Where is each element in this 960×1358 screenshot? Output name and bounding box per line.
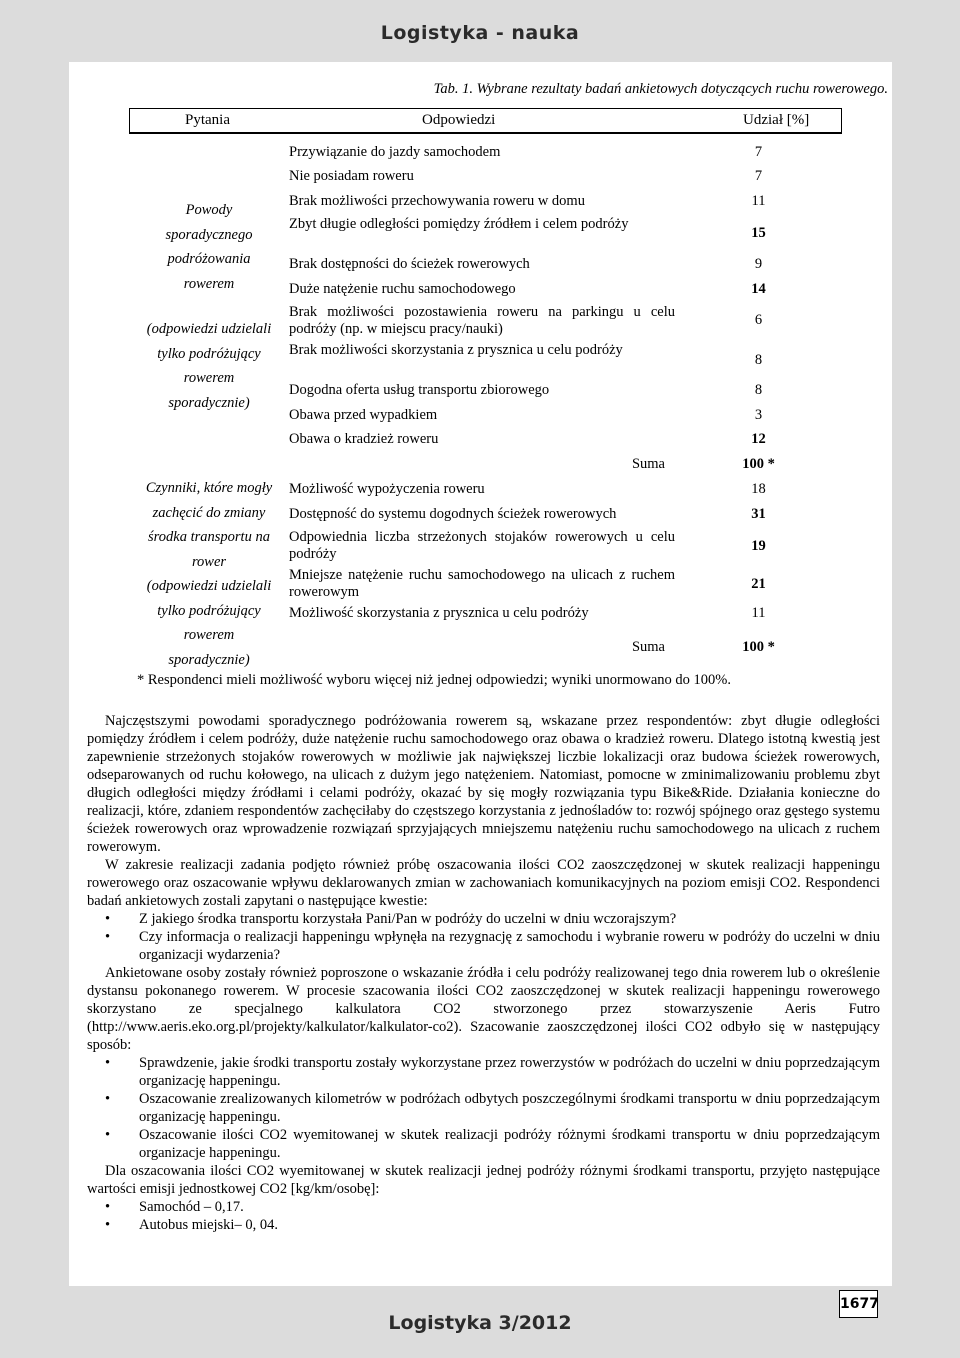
row-value: 11	[751, 605, 766, 621]
paragraph: Najczęstszymi powodami sporadycznego podróżowania rowerem są, wskazane przez respondentów: zbyt długie odległości pomiędzy źródłem i celem podróży, duże natężenie ruchu samochodowego oraz obawa o kradzież roweru. Dlatego istotną kwestią jest zapewnienie strzeżonych stojaków rowerowych w możliwie jak największej liczbie lokalizacji oraz budowa ścieżek rowerowych, odseparowanych od ruchu kołowego, na ulicach z dużym jego natężeniem. Natomiast, pomocne w zminimalizowaniu problemu zbyt długich odległości między źródłami i celami podróży, okazać by się mogły rozwiązania typu Bike&Ride. Działania konieczne do realizacji, które, zdaniem respondentów zachęciłaby do częstszego korzystania z jednośladów to: rozwój spójnego oraz gęstego systemu ścieżek rowerowych oraz wprowadzenie rozwiązań sprzyjających mniejszemu natężeniu ruchu samochodowego na ulicach z ruchem rowerowym.	[87, 713, 880, 855]
bullet-icon: •	[105, 1217, 111, 1233]
body-text	[87, 712, 880, 1234]
sum-value: 100 *	[742, 639, 775, 655]
row-label: Brak możliwości pozostawienia roweru na parkingu u celu podróży (np. w miejscu pracy/nauki)	[289, 304, 675, 337]
row-label: Obawa przed wypadkiem	[289, 407, 438, 423]
list-item	[87, 928, 880, 964]
row-value: 9	[754, 256, 763, 272]
list-item	[87, 1198, 880, 1216]
bullet-icon: •	[105, 1127, 111, 1143]
paragraph: Dla oszacowania ilości CO2 wyemitowanej w skutek realizacji jednej podróży różnymi środkami transportu, przyjęto następujące wartości emisji jednostkowej CO2 [kg/km/osobę]:	[87, 1163, 880, 1197]
row-value: 19	[751, 538, 766, 554]
table-caption: Tab. 1. Wybrane rezultaty badań ankietowych dotyczących ruchu rowerowego.	[433, 81, 888, 97]
running-header: Logistyka - nauka	[380, 22, 580, 44]
section-label-reasons	[129, 198, 289, 415]
list-item-text: Autobus miejski– 0, 04.	[139, 1217, 278, 1233]
row-label: Brak dostępności do ścieżek rowerowych	[289, 256, 530, 272]
list-item	[87, 1216, 880, 1234]
section-label-factors	[129, 476, 289, 672]
section-label-line: sporadycznego	[165, 226, 253, 243]
section-label-line: rowerem	[183, 627, 235, 643]
section-label-line: zachęcić do zmiany	[152, 504, 266, 521]
row-label: Odpowiednia liczba strzeżonych stojaków rowerowych u celu podróży	[289, 529, 675, 562]
col-header-pytania: Pytania	[185, 112, 230, 128]
bullet-icon: •	[105, 1091, 111, 1107]
list-item	[87, 1054, 880, 1090]
bullet-icon: •	[105, 1055, 111, 1071]
row-label: Brak możliwości skorzystania z prysznica u celu podróży	[289, 342, 623, 358]
section-label-line: rower	[191, 553, 227, 570]
section-label-line: sporadycznie)	[168, 651, 250, 668]
bullet-list	[87, 1198, 880, 1234]
section-label-line: rowerem	[183, 275, 235, 292]
row-value: 3	[754, 407, 763, 423]
col-header-odpowiedzi: Odpowiedzi	[422, 112, 496, 128]
list-item-text: Z jakiego środka transportu korzystała Pani/Pan w podróży do uczelni w dniu wczorajszym?	[139, 911, 677, 927]
list-item	[87, 1090, 880, 1126]
row-label: Duże natężenie ruchu samochodowego	[289, 281, 516, 297]
bullet-list	[87, 910, 880, 964]
list-item-text: Oszacowanie ilości CO2 wyemitowanej w skutek realizacji podróży różnymi środkami transportu w dniu poprzedzającym organizacje happeningu.	[139, 1127, 880, 1161]
list-item-text: Sprawdzenie, jakie środki transportu zostały wykorzystane przez rowerzystów w podróżach do uczelni w dniu poprzedzającym organizację happeningu.	[139, 1055, 880, 1089]
section-label-line: sporadycznie)	[168, 394, 250, 411]
row-label: Możliwość skorzystania z prysznica u celu podróży	[289, 605, 589, 621]
row-value: 12	[751, 431, 766, 447]
section-label-line: rowerem	[183, 370, 235, 386]
row-value: 18	[751, 481, 766, 497]
row-value: 7	[754, 168, 763, 184]
row-value: 31	[751, 506, 766, 522]
page-number: 1677	[839, 1290, 878, 1318]
row-label: Dogodna oferta usług transportu zbiorowego	[289, 382, 550, 398]
page	[69, 62, 892, 1286]
running-footer: Logistyka 3/2012	[388, 1312, 572, 1334]
section-label-line: podróżowania	[167, 251, 251, 267]
paragraph: Ankietowane osoby zostały również poproszone o wskazanie źródła i celu podróży realizowanej tego dnia rowerem lub o określenie dystansu pokonanego rowerem. W procesie szacowania ilości CO2 zaoszczędzonej w skutek realizacji happeningu rowerowego skorzystano ze specjalnego kalkulatora CO2 stworzonego przez stowarzyszenie Aeris Futro (http://www.aeris.eko.org.pl/projekty/kalkulator/kalkulator-co2). Szacowanie zaoszczędzonej ilości CO2 odbyło się w następujący sposób:	[87, 965, 880, 1053]
table-header	[129, 108, 842, 134]
row-label: Zbyt długie odległości pomiędzy źródłem i celem podróży	[289, 216, 629, 232]
list-item-text: Oszacowanie zrealizowanych kilometrów w podróżach odbytych poszczególnymi środkami transportu w dniu poprzedzającym organizację happeningu.	[139, 1091, 880, 1125]
bullet-icon: •	[105, 1199, 111, 1215]
row-label: Przywiązanie do jazdy samochodem	[289, 144, 501, 160]
row-value: 21	[751, 576, 766, 592]
list-item	[87, 910, 880, 928]
section-label-line: Czynniki, które mogły	[145, 480, 273, 496]
section-label-line: tylko podróżujący	[157, 345, 261, 362]
bullet-icon: •	[105, 911, 111, 927]
row-label: Dostępność do systemu dogodnych ścieżek rowerowych	[289, 506, 617, 522]
row-value: 8	[754, 382, 763, 398]
section-label-line: tylko podróżujący	[157, 602, 261, 619]
paragraph: W zakresie realizacji zadania podjęto również próbę oszacowania ilości CO2 zaoszczędzonej w skutek realizacji happeningu rowerowego oraz oszacowanie wpływu deklarowanych zmian w zachowaniach komunikacyjnych na poziom emisji CO2. Respondenci badań ankietowych zostali zapytani o następujące kwestie:	[87, 857, 880, 909]
table-section-factors	[129, 479, 842, 669]
list-item-text: Czy informacja o realizacji happeningu wpłynęła na rezygnację z samochodu i wybranie roweru w podróży do uczelni w dniu organizacji wydarzenia?	[139, 929, 880, 963]
col-header-udzial: Udział [%]	[743, 112, 810, 128]
list-item	[87, 1126, 880, 1162]
list-item-text: Samochód – 0,17.	[139, 1199, 244, 1215]
section-label-line: Powody	[185, 202, 233, 218]
section-label-line: środka transportu na	[148, 529, 270, 545]
row-label: Możliwość wypożyczenia roweru	[289, 481, 485, 497]
row-label: Obawa o kradzież roweru	[289, 431, 439, 447]
sum-value: 100 *	[742, 456, 775, 472]
row-label: Nie posiadam roweru	[289, 168, 414, 184]
table-section-reasons	[129, 136, 842, 476]
bullet-icon: •	[105, 929, 111, 945]
sum-label: Suma	[631, 456, 665, 472]
bullet-list	[87, 1054, 880, 1162]
row-value: 6	[754, 312, 763, 328]
row-value: 15	[751, 225, 766, 241]
row-label: Mniejsze natężenie ruchu samochodowego na ulicach z ruchem rowerowym	[289, 567, 675, 600]
section-label-line: (odpowiedzi udzielali	[146, 578, 272, 594]
row-value: 8	[754, 352, 763, 368]
section-label-line: (odpowiedzi udzielali	[146, 321, 272, 337]
sum-label: Suma	[631, 639, 665, 655]
table-footnote: * Respondenci mieli możliwość wyboru więcej niż jednej odpowiedzi; wyniki unormowano do 100%.	[137, 672, 731, 688]
row-label: Brak możliwości przechowywania roweru w domu	[289, 193, 585, 209]
row-value: 11	[751, 193, 766, 209]
row-value: 7	[754, 144, 763, 160]
row-value: 14	[751, 281, 766, 297]
